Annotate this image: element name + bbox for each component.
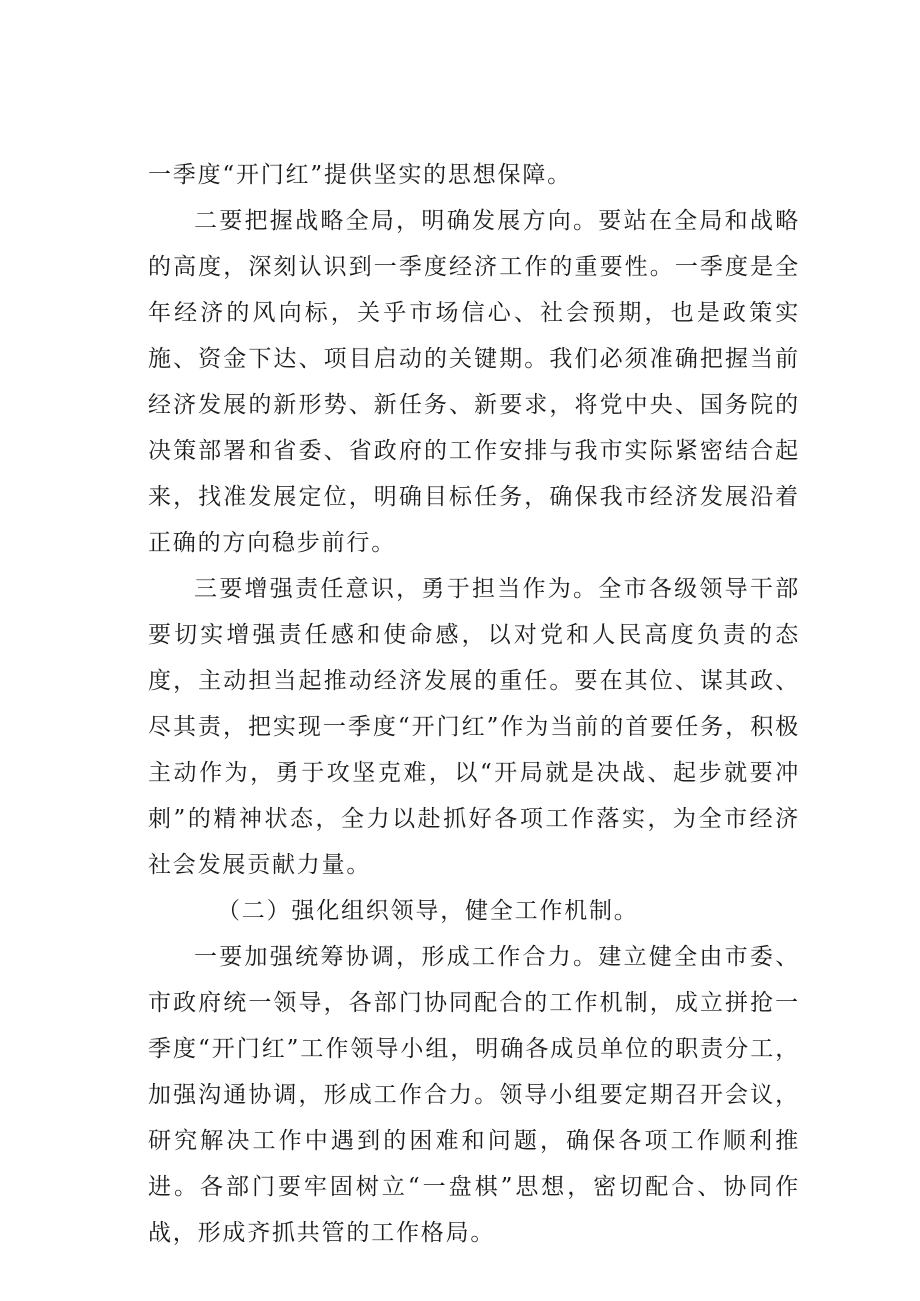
section-heading: （二）强化组织领导，健全工作机制。 [217,898,639,924]
paragraph-continuation: 一季度“开门红”提供坚实的思想保障。 [148,162,572,188]
document-body [148,152,800,1256]
paragraph-strategy: 二要把握战略全局，明确发展方向。要站在全局和战略的高度，深刻认识到一季度经济工作的重要性。一季度是全年经济的风向标，关乎市场信心、社会预期，也是政策实施、资金下达、项目启动的关键期。我们必须准确把握当前经济发展的新形势、新任务、新要求，将党中央、国务院的决策部署和省委、省政府的工作安排与我市实际紧密结合起来，找准发展定位，明确目标任务，确保我市经济发展沿着正确的方向稳步前行。 [148,208,800,556]
paragraph-responsibility: 三要增强责任意识，勇于担当作为。全市各级领导干部要切实增强责任感和使命感，以对党和人民高度负责的态度，主动担当起推动经济发展的重任。要在其位、谋其政、尽其责，把实现一季度“开门红”作为当前的首要任务，积极主动作为，勇于攻坚克难，以“开局就是决战、起步就要冲刺”的精神状态，全力以赴抓好各项工作落实，为全市经济社会发展贡献力量。 [148,576,800,878]
paragraph-coordination: 一要加强统筹协调，形成工作合力。建立健全由市委、市政府统一领导，各部门协同配合的工作机制，成立拼抢一季度“开门红”工作领导小组，明确各成员单位的职责分工，加强沟通协调，形成工作合力。领导小组要定期召开会议，研究解决工作中遇到的困难和问题，确保各项工作顺利推进。各部门要牢固树立“一盘棋”思想，密切配合、协同作战，形成齐抓共管的工作格局。 [148,944,800,1246]
